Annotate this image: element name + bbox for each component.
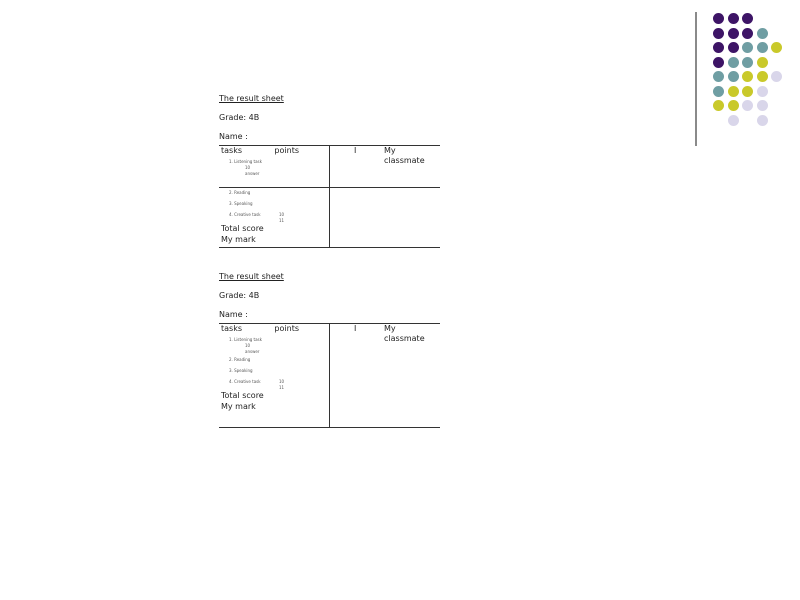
decorative-dot (713, 100, 724, 111)
task-1-sub2: answer (245, 171, 260, 176)
decorative-dot (771, 71, 782, 82)
grade-label: Grade: 4B (219, 291, 260, 300)
task-4-label: 4. Creative task (229, 212, 261, 217)
decorative-dot (728, 71, 739, 82)
decorative-dot (742, 100, 753, 111)
decorative-dot (757, 57, 768, 68)
decorative-dot (757, 100, 768, 111)
decorative-dot (728, 28, 739, 39)
decorative-dot (757, 28, 768, 39)
task-1-sub2: answer (245, 349, 260, 354)
task-1-label: 1. Listening task (229, 159, 262, 164)
col-tasks-header: tasks (221, 324, 243, 333)
task-4-points: 10 (279, 212, 285, 217)
col-classmate-header: My classmate (384, 324, 425, 343)
task-1-label: 1. Listening task (229, 337, 262, 342)
decorative-dot (713, 13, 724, 24)
result-sheet-2 (219, 272, 440, 428)
task-2-label: 2. Reading (229, 357, 251, 362)
task-4-points: 10 (279, 379, 285, 384)
decorative-dot (757, 42, 768, 53)
total-score-label: Total score (221, 224, 264, 233)
task-1-sub: 10 (245, 343, 251, 348)
col-classmate-header: My classmate (384, 146, 425, 165)
decorative-dot (713, 42, 724, 53)
decorative-divider-line (695, 12, 697, 146)
col-i-header: I (354, 324, 357, 333)
col-i-header: I (354, 146, 357, 155)
decorative-dot (757, 71, 768, 82)
decorative-dot (771, 42, 782, 53)
decorative-dot (742, 13, 753, 24)
name-label: Name : (219, 310, 248, 319)
task-1-sub: 10 (245, 165, 251, 170)
task-3-label: 3. Speaking (229, 201, 253, 206)
sheet-title: The result sheet (219, 94, 284, 103)
task-4-label: 4. Creative task (229, 379, 261, 384)
result-table (219, 145, 440, 248)
total-score-label: Total score (221, 391, 264, 400)
decorative-dot (728, 57, 739, 68)
decorative-dot (728, 42, 739, 53)
decorative-dot (713, 71, 724, 82)
decorative-dot (742, 28, 753, 39)
decorative-dot (728, 86, 739, 97)
decorative-dot (728, 13, 739, 24)
col-tasks-header: tasks (221, 146, 243, 155)
decorative-dot (728, 115, 739, 126)
task-4-points-2: 11 (279, 385, 285, 390)
task-2-label: 2. Reading (229, 190, 251, 195)
decorative-dot (742, 86, 753, 97)
col-points-header: points (274, 146, 299, 155)
decorative-dot (757, 115, 768, 126)
decorative-dot (742, 42, 753, 53)
decorative-dot (757, 86, 768, 97)
name-label: Name : (219, 132, 248, 141)
grade-label: Grade: 4B (219, 113, 260, 122)
decorative-dot (713, 28, 724, 39)
my-mark-label: My mark (221, 235, 256, 244)
result-sheet-1 (219, 94, 440, 248)
result-table (219, 323, 440, 428)
task-4-points-2: 11 (279, 218, 285, 223)
decorative-dot (742, 57, 753, 68)
task-3-label: 3. Speaking (229, 368, 253, 373)
sheet-title: The result sheet (219, 272, 284, 281)
decorative-dot (728, 100, 739, 111)
decorative-dot (713, 86, 724, 97)
my-mark-label: My mark (221, 402, 256, 411)
col-points-header: points (274, 324, 299, 333)
decorative-dot (742, 71, 753, 82)
decorative-dot (713, 57, 724, 68)
